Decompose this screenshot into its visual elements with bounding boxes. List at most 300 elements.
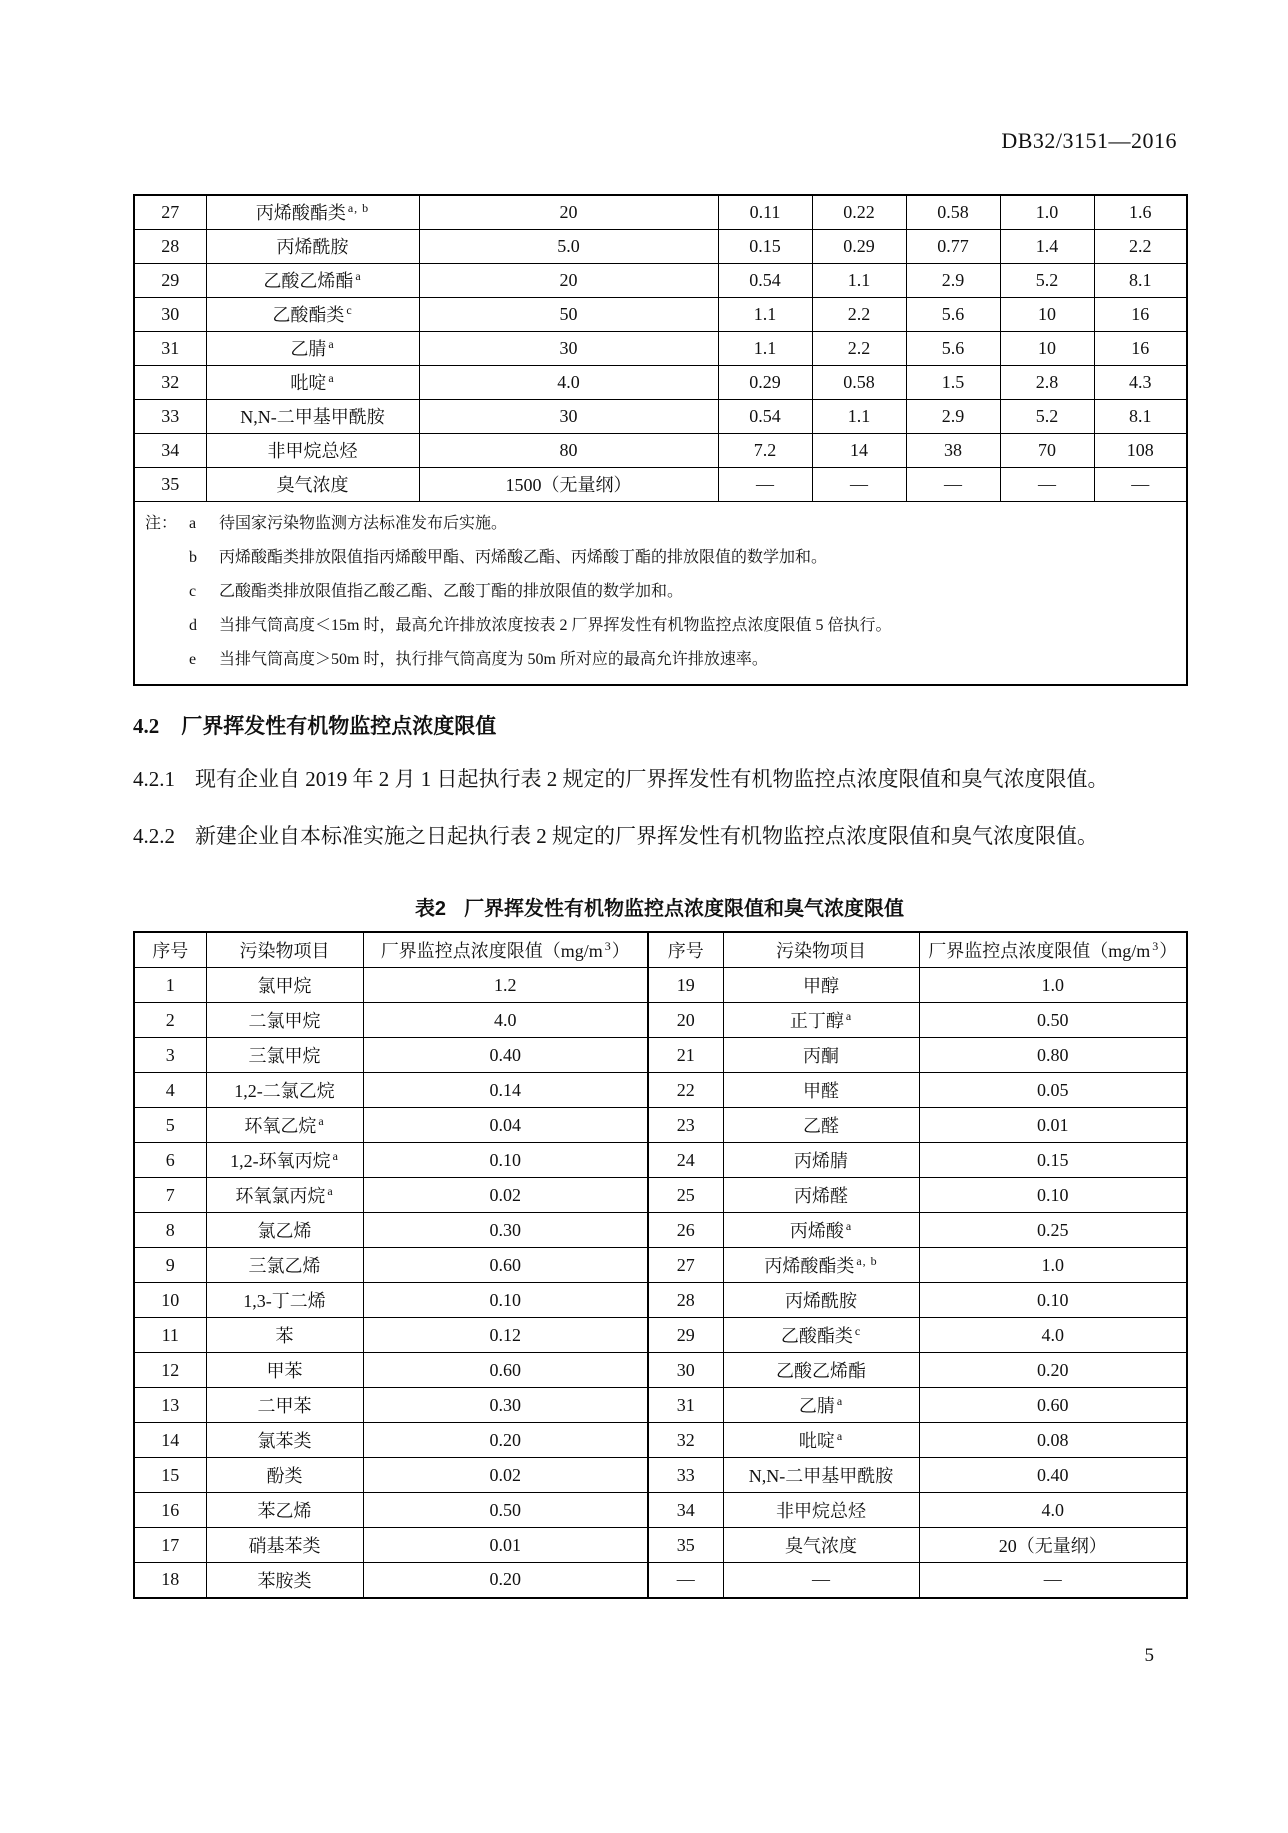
cell-rate [1094,467,1187,501]
cell-pollutant [723,1003,919,1038]
cell-text: 三氯甲烷 [248,1046,321,1066]
cell-text: 16 [1131,337,1150,358]
cell-text: 非甲烷总烃 [776,1501,866,1521]
cell-text: 8.1 [1129,405,1152,426]
note-label: c [189,582,197,600]
cell-text: 1.1 [847,405,871,426]
table-row [134,467,1187,501]
cell-pollutant [206,1108,363,1143]
paragraph-number: 4.2.2 [133,823,175,848]
cell-text: 0.54 [749,269,781,290]
cell-text: 33 [676,1464,695,1485]
cell-seq [648,1563,723,1598]
cell-pollutant [206,1493,363,1528]
cell-text: 1 [165,974,175,995]
cell-rate [1094,331,1187,365]
cell-text: 0.10 [1037,1184,1069,1205]
cell-seq [134,467,206,501]
cell-pollutant [723,1073,919,1108]
cell-text: 34 [161,439,180,460]
note-tag: 注： [145,514,178,532]
cell-text: 5 [165,1114,175,1135]
cell-text: 甲苯 [266,1361,303,1381]
header-text: 序号 [667,940,704,961]
cell-limit [363,1143,648,1178]
cell-text: 24 [676,1149,695,1170]
section-heading-text: 厂界挥发性有机物监控点浓度限值 [181,714,497,738]
cell-seq [648,1353,723,1388]
cell-seq [134,1073,206,1108]
cell-text: 28 [676,1289,695,1310]
cell-text: 0.60 [489,1359,521,1380]
table2-title-text: 厂界挥发性有机物监控点浓度限值和臭气浓度限值 [464,897,905,920]
table-row [134,1003,1187,1038]
table-note [145,616,1178,636]
cell-rate [1000,263,1094,297]
table-row [134,297,1187,331]
cell-text: 2 [165,1009,175,1030]
header-cell [648,932,723,968]
cell-pollutant [206,1318,363,1353]
superscript-marker: a [845,1219,853,1233]
cell-pollutant [206,433,419,467]
cell-limit [363,968,648,1003]
cell-text: 酚类 [266,1466,303,1486]
cell-pollutant [206,1178,363,1213]
cell-text: 30 [559,405,578,426]
cell-seq [134,331,206,365]
cell-text: 23 [676,1114,695,1135]
cell-rate [718,467,812,501]
cell-text: 二氯甲烷 [248,1011,321,1031]
cell-text: 14 [850,439,868,460]
cell-text: 16 [1131,303,1150,324]
cell-seq [134,1143,206,1178]
table-row [134,433,1187,467]
cell-text: 1.1 [847,269,871,290]
cell-seq [648,1213,723,1248]
cell-text: 2.2 [1129,235,1152,256]
cell-text: 20 [676,1009,695,1030]
cell-text: 丙烯酸 [789,1221,844,1241]
superscript-3: 3 [1152,938,1160,953]
cell-text: 5.2 [1035,405,1059,426]
paragraph-text: 现有企业自 2019 年 2 月 1 日起执行表 2 规定的厂界挥发性有机物监控点浓度限值和臭气浓度限值。 [195,766,1109,791]
cell-pollutant [723,1248,919,1283]
cell-text: 0.54 [749,405,781,426]
cell-pollutant [206,1423,363,1458]
superscript-marker: a [327,1184,334,1198]
cell-text: 5.6 [941,303,965,324]
cell-limit [419,195,718,229]
cell-text: 三氯乙烯 [248,1256,321,1276]
cell-text: 正丁醇 [789,1011,844,1031]
table-row [134,1108,1187,1143]
header-cell [134,932,206,968]
cell-text: 0.58 [937,201,969,222]
cell-limit [919,1248,1187,1283]
cell-text: 22 [676,1079,695,1100]
cell-text: 0.11 [749,201,781,222]
cell-text: 环氧氯丙烷 [235,1186,326,1206]
cell-text: 10 [1038,337,1056,358]
cell-pollutant [723,1353,919,1388]
cell-text: 丙烯酰胺 [276,237,349,257]
cell-seq [134,1213,206,1248]
cell-limit [363,1283,648,1318]
cell-text: 2.9 [941,269,965,290]
section-heading-number: 4.2 [133,713,160,738]
cell-seq [648,1248,723,1283]
cell-text: 1.1 [753,337,777,358]
cell-text: 34 [676,1499,695,1520]
cell-limit [919,1528,1187,1563]
cell-pollutant [723,1178,919,1213]
cell-text: 1.0 [1041,974,1064,995]
table2-header [134,932,1187,968]
note-text: 当排气筒高度＞50m 时，执行排气筒高度为 50m 所对应的最高允许排放速率。 [219,650,768,668]
cell-text: — [1131,473,1150,494]
cell-pollutant [723,1108,919,1143]
cell-limit [919,1038,1187,1073]
note-text: 当排气筒高度＜15m 时，最高允许排放浓度按表 2 厂界挥发性有机物监控点浓度限值 5 倍执行。 [219,616,892,634]
cell-limit [363,1423,648,1458]
table-row [134,1213,1187,1248]
cell-limit [419,229,718,263]
cell-text: 氯甲烷 [257,976,312,996]
cell-text: 1,2-二氯乙烷 [234,1081,335,1101]
cell-pollutant [206,968,363,1003]
cell-pollutant [206,1213,363,1248]
cell-limit [919,1493,1187,1528]
superscript-marker: a [355,269,362,283]
cell-pollutant [206,229,419,263]
cell-seq [648,1178,723,1213]
cell-text: 0.20 [489,1429,521,1450]
header-text: 序号 [152,940,189,961]
superscript-marker: a, b [347,201,370,216]
cell-limit [363,1318,648,1353]
cell-seq [134,1108,206,1143]
cell-pollutant [723,1528,919,1563]
cell-rate [812,365,906,399]
cell-text: 0.20 [489,1569,521,1590]
cell-pollutant [206,1388,363,1423]
cell-limit [919,1388,1187,1423]
cell-text: 29 [676,1324,695,1345]
cell-text: 26 [676,1219,695,1240]
superscript-marker: a, b [856,1254,878,1268]
cell-text: 13 [161,1394,180,1415]
cell-text: 1,3-丁二烯 [243,1291,326,1311]
cell-text: 28 [161,235,180,256]
cell-text: 0.60 [489,1254,521,1275]
table-row [134,1353,1187,1388]
cell-text: 苯 [275,1326,294,1346]
cell-text: 乙腈 [798,1396,835,1416]
cell-text: 2.9 [941,405,965,426]
table-row [134,1423,1187,1458]
cell-rate [812,229,906,263]
cell-rate [718,297,812,331]
cell-rate [718,433,812,467]
cell-seq [134,1563,206,1598]
table-note [145,582,1178,602]
cell-text: 0.20 [1037,1359,1069,1380]
cell-text: 27 [676,1254,695,1275]
cell-text: 10 [161,1289,180,1310]
cell-text: 4.0 [1041,1499,1064,1520]
cell-seq [134,1388,206,1423]
cell-limit [419,399,718,433]
cell-limit [419,365,718,399]
header-text: 厂界监控点浓度限值（mg/m [928,940,1151,961]
cell-text: 0.15 [749,235,781,256]
cell-seq [648,1073,723,1108]
cell-limit [363,1493,648,1528]
table-note [145,650,1178,670]
cell-limit [363,1108,648,1143]
cell-rate [906,399,1000,433]
doc-number: DB32/3151—2016 [1001,128,1177,153]
cell-limit [363,1073,648,1108]
cell-pollutant [723,968,919,1003]
cell-rate [1000,331,1094,365]
table-row [134,1318,1187,1353]
cell-seq [134,1353,206,1388]
table-row [134,1038,1187,1073]
table2-title [133,895,1186,923]
cell-text: 2.2 [847,337,871,358]
cell-text: 0.08 [1037,1429,1069,1450]
cell-rate [1094,433,1187,467]
table1-notes-row [134,501,1187,685]
cell-rate [906,467,1000,501]
cell-text: 1.6 [1129,201,1152,222]
cell-limit [363,1038,648,1073]
cell-limit [919,1108,1187,1143]
superscript-marker: a [332,1149,339,1163]
cell-rate [812,331,906,365]
cell-text: — [756,473,774,494]
cell-text: 18 [161,1569,180,1590]
cell-text: 32 [161,371,180,392]
cell-text: 1.1 [753,303,777,324]
cell-seq [134,1038,206,1073]
cell-rate [1000,229,1094,263]
cell-limit [363,1528,648,1563]
cell-text: 0.29 [843,235,875,256]
cell-text: 0.60 [1037,1394,1069,1415]
cell-pollutant [206,263,419,297]
cell-seq [134,195,206,229]
table-row [134,263,1187,297]
cell-text: — [676,1569,695,1590]
superscript-marker: a [318,1114,325,1128]
cell-text: 31 [161,337,180,358]
cell-limit [363,1353,648,1388]
cell-rate [906,331,1000,365]
cell-pollutant [206,365,419,399]
cell-seq [648,1038,723,1073]
cell-seq [648,1108,723,1143]
cell-text: 0.22 [843,201,875,222]
cell-text: 乙酸乙烯酯 [263,271,354,291]
cell-text: 20 [559,269,578,290]
cell-rate [718,229,812,263]
cell-text: 1.0 [1041,1254,1064,1275]
cell-text: 0.50 [1037,1009,1069,1030]
note-label: a [189,514,197,532]
cell-seq [648,1493,723,1528]
cell-text: 4.3 [1129,371,1152,392]
cell-text: 12 [161,1359,180,1380]
table1-notes-cell [134,501,1187,685]
cell-seq [134,297,206,331]
cell-seq [134,263,206,297]
cell-seq [134,1178,206,1213]
header-text: 厂界监控点浓度限值（mg/m [380,940,603,961]
cell-text: 硝基苯类 [248,1536,321,1556]
cell-pollutant [206,1003,363,1038]
cell-text: 16 [161,1499,180,1520]
table-row [134,399,1187,433]
superscript-marker: a [836,1394,844,1408]
cell-text: 非甲烷总烃 [267,441,358,461]
cell-text: 臭气浓度 [276,475,349,495]
cell-text: — [1038,473,1056,494]
cell-text: 4.0 [557,371,580,392]
note-label: b [189,548,197,566]
paragraph-4-2-2 [133,818,1186,855]
cell-text: 乙酸酯类 [272,305,345,325]
cell-rate [1000,195,1094,229]
cell-seq [648,1318,723,1353]
cell-text: 乙酸酯类 [780,1326,853,1346]
cell-text: 0.29 [749,371,781,392]
table-row [134,968,1187,1003]
cell-rate [1000,297,1094,331]
cell-text: 4 [165,1079,175,1100]
cell-text: 乙酸乙烯酯 [776,1361,866,1381]
cell-text: 0.10 [489,1149,521,1170]
cell-text: N,N-二甲基甲酰胺 [748,1466,894,1486]
table1-emission-limits [133,194,1188,686]
cell-limit [919,1178,1187,1213]
cell-rate [718,365,812,399]
cell-rate [718,263,812,297]
cell-text: 0.80 [1037,1044,1069,1065]
cell-text: 14 [161,1429,180,1450]
cell-text: 50 [559,303,578,324]
cell-text: 25 [676,1184,695,1205]
cell-rate [1094,399,1187,433]
cell-text: 苯乙烯 [257,1501,312,1521]
cell-pollutant [723,1493,919,1528]
cell-text: 19 [676,974,695,995]
cell-seq [134,365,206,399]
cell-limit [919,968,1187,1003]
cell-text: — [812,1569,830,1590]
cell-limit [919,1073,1187,1108]
cell-text: 吡啶 [798,1431,835,1451]
cell-rate [906,229,1000,263]
cell-rate [812,195,906,229]
cell-seq [134,1318,206,1353]
cell-text: 丙烯醛 [794,1186,848,1206]
header-cell [206,932,363,968]
cell-limit [419,467,718,501]
cell-text: 0.40 [1037,1464,1069,1485]
section-heading [133,712,1186,741]
table2-header-row [134,932,1187,968]
cell-pollutant [206,1038,363,1073]
cell-text: 0.77 [937,235,969,256]
cell-text: — [944,473,962,494]
cell-text: 0.10 [489,1289,521,1310]
cell-text: 33 [161,405,180,426]
note-label: d [189,616,197,634]
cell-seq [648,1388,723,1423]
table-row [134,1388,1187,1423]
table-row [134,365,1187,399]
cell-text: 0.40 [489,1044,521,1065]
cell-text: 4.0 [494,1009,517,1030]
cell-rate [812,433,906,467]
cell-text: 5.2 [1035,269,1059,290]
cell-text: 29 [161,269,180,290]
paragraph-number: 4.2.1 [133,766,175,791]
cell-seq [648,1423,723,1458]
cell-limit [919,1003,1187,1038]
table-row [134,1493,1187,1528]
cell-text: 1.4 [1035,235,1059,256]
cell-text: 7.2 [753,439,777,460]
table2-body [134,968,1187,1598]
cell-seq [648,968,723,1003]
header-text: ） [1159,940,1178,961]
header-cell [919,932,1187,968]
cell-limit [919,1423,1187,1458]
cell-text: 27 [161,201,180,222]
cell-pollutant [206,467,419,501]
cell-rate [1094,263,1187,297]
cell-text: 35 [676,1534,695,1555]
cell-rate [718,331,812,365]
cell-text: 80 [559,439,578,460]
superscript-marker: c [854,1324,862,1338]
cell-limit [363,1178,648,1213]
cell-text: 30 [559,337,578,358]
cell-rate [812,467,906,501]
cell-limit [363,1388,648,1423]
table-row [134,1178,1187,1213]
cell-limit [919,1318,1187,1353]
cell-rate [718,399,812,433]
cell-text: 7 [165,1184,175,1205]
cell-rate [906,365,1000,399]
cell-seq [648,1528,723,1563]
note-label: e [189,650,197,668]
cell-text: 21 [676,1044,695,1065]
cell-text: 5.6 [941,337,965,358]
paragraph-4-2-1 [133,761,1186,798]
cell-text: 108 [1126,439,1154,460]
cell-text: 0.12 [489,1324,521,1345]
table-row [134,1283,1187,1318]
cell-rate [718,195,812,229]
table-note [145,548,1178,568]
